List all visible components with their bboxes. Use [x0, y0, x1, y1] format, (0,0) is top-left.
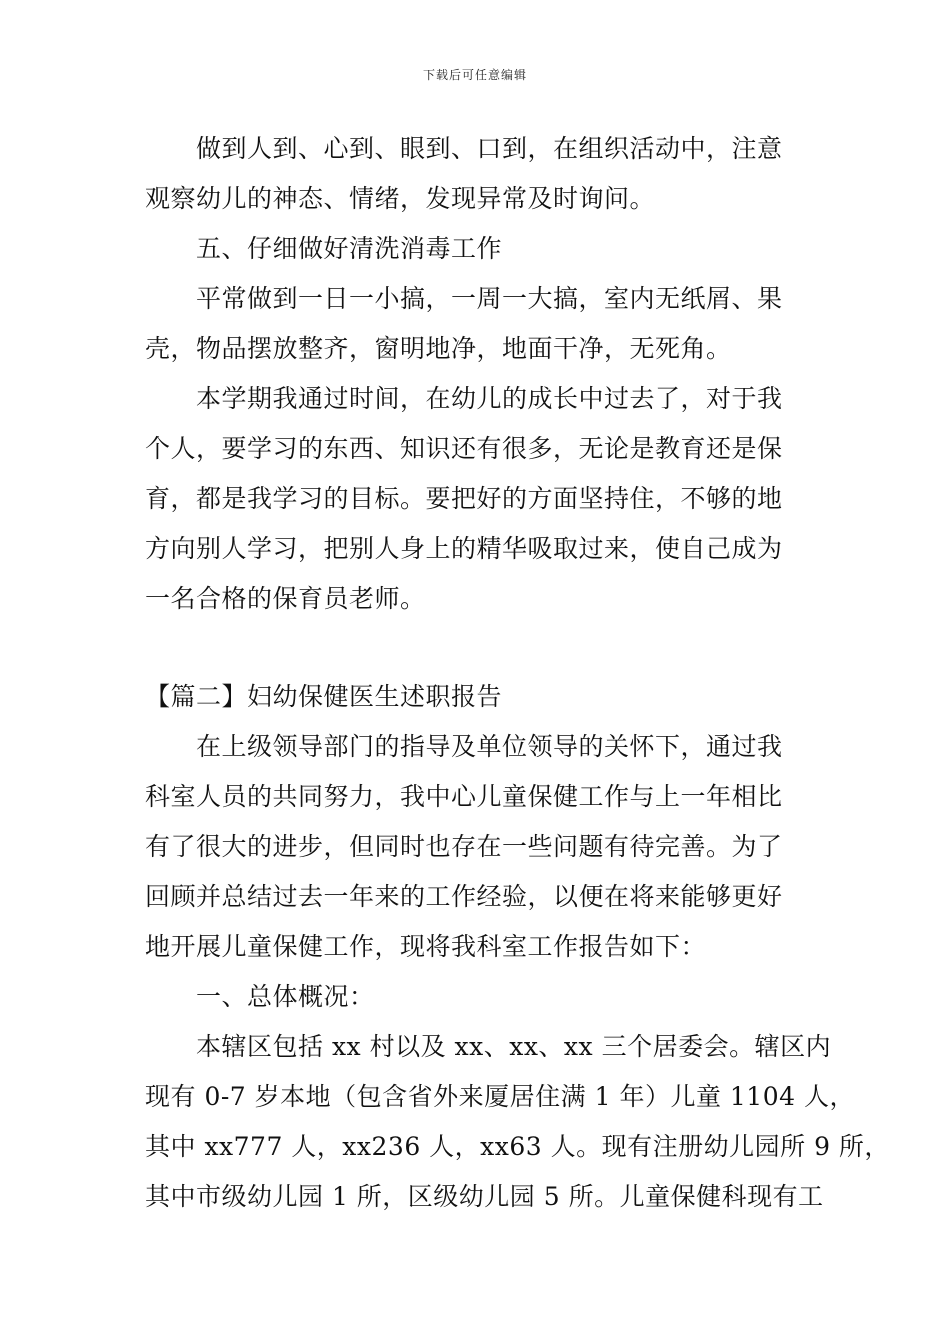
header-note: 下载后可任意编辑	[422, 68, 527, 82]
section-heading: 五、仔细做好清洗消毒工作	[196, 234, 503, 263]
paragraph-line: 本学期我通过时间，在幼儿的成长中过去了，对于我	[196, 384, 783, 413]
article-title: 【篇二】妇幼保健医生述职报告	[145, 682, 503, 711]
paragraph-line: 壳，物品摆放整齐，窗明地净，地面干净，无死角。	[145, 334, 732, 363]
paragraph-line: 个人，要学习的东西、知识还有很多，无论是教育还是保	[145, 434, 783, 463]
paragraph-line: 其中 xx777 人，xx236 人，xx63 人。现有注册幼儿园所 9 所，	[145, 1132, 890, 1161]
paragraph-line: 平常做到一日一小搞，一周一大搞，室内无纸屑、果	[196, 284, 783, 313]
paragraph-line: 本辖区包括 xx 村以及 xx、xx、xx 三个居委会。辖区内	[196, 1032, 832, 1061]
paragraph-line: 育，都是我学习的目标。要把好的方面坚持住，不够的地	[145, 484, 783, 513]
paragraph-line: 科室人员的共同努力，我中心儿童保健工作与上一年相比	[145, 782, 783, 811]
section-heading: 一、总体概况：	[196, 982, 375, 1011]
paragraph-line: 现有 0-7 岁本地（包含省外来厦居住满 1 年）儿童 1104 人，	[145, 1082, 855, 1111]
paragraph-line: 回顾并总结过去一年来的工作经验，以便在将来能够更好	[145, 882, 783, 911]
paragraph-line: 其中市级幼儿园 1 所，区级幼儿园 5 所。儿童保健科现有工	[145, 1182, 824, 1211]
paragraph-line: 地开展儿童保健工作，现将我科室工作报告如下：	[145, 932, 707, 961]
paragraph-line: 观察幼儿的神态、情绪，发现异常及时询问。	[145, 184, 656, 213]
paragraph-line: 在上级领导部门的指导及单位领导的关怀下，通过我	[196, 732, 783, 761]
paragraph-line: 方向别人学习，把别人身上的精华吸取过来，使自己成为	[145, 534, 783, 563]
paragraph-line: 做到人到、心到、眼到、口到，在组织活动中，注意	[196, 134, 783, 163]
paragraph-line: 一名合格的保育员老师。	[145, 584, 426, 613]
paragraph-line: 有了很大的进步，但同时也存在一些问题有待完善。为了	[145, 832, 783, 861]
